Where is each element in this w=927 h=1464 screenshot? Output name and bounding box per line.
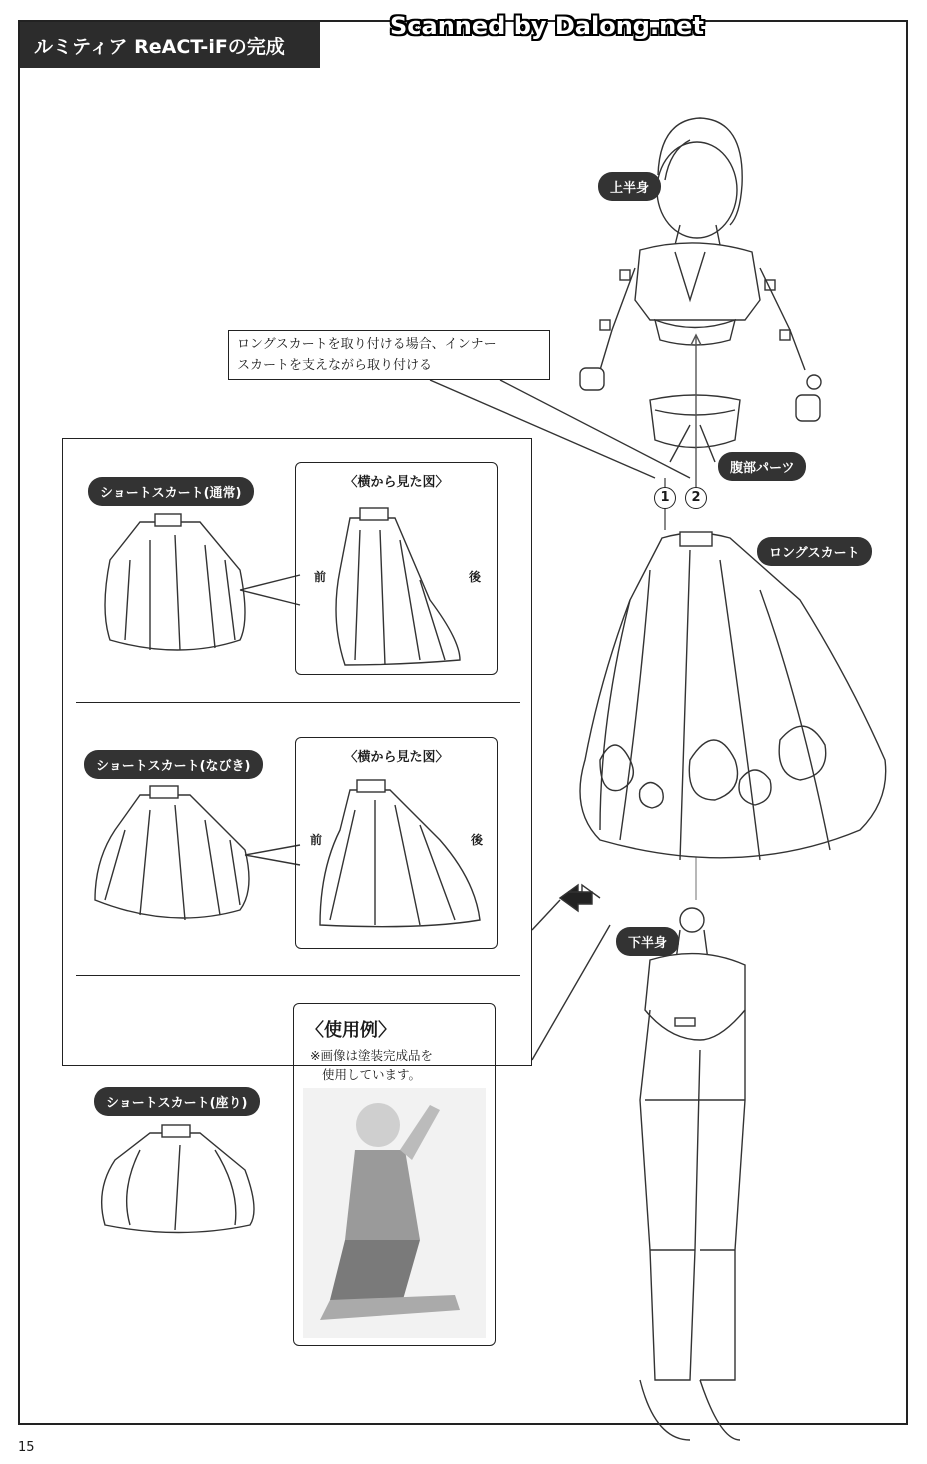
option-divider-1 — [76, 702, 520, 703]
note-line-2: 使用しています。 — [322, 1067, 422, 1082]
callout-line-2: スカートを支えながら取り付ける — [237, 358, 433, 373]
option-divider-2 — [76, 975, 520, 976]
label-short-skirt-sitting: ショートスカート(座り) — [94, 1087, 260, 1116]
side-view-title: 〈横から見た図〉 — [344, 475, 449, 490]
front-label: 前 — [314, 570, 327, 584]
assembly-note-callout — [228, 330, 550, 380]
front-label: 前 — [310, 833, 323, 847]
lower-body-figure — [640, 908, 745, 1440]
usage-example-box — [293, 1003, 496, 1346]
usage-example-title: 〈使用例〉 — [306, 1020, 396, 1041]
note-line-1: ※画像は塗装完成品を — [310, 1048, 433, 1063]
step-number-1: 1 — [654, 487, 676, 509]
short-skirt-sitting-figure — [102, 1125, 254, 1233]
label-lower-body: 下半身 — [616, 927, 679, 956]
label-upper-body: 上半身 — [598, 172, 661, 201]
step-number-2: 2 — [685, 487, 707, 509]
side-view-title: 〈横から見た図〉 — [344, 750, 449, 765]
long-skirt-figure — [580, 532, 886, 860]
label-short-skirt-flowing: ショートスカート(なびき) — [84, 750, 263, 779]
page-number: 15 — [18, 1440, 35, 1455]
usage-example-note — [310, 1046, 433, 1084]
label-abdomen-parts: 腹部パーツ — [718, 452, 806, 481]
swap-arrow-icon — [560, 885, 600, 911]
back-label: 後 — [470, 833, 483, 847]
upper-body-figure — [580, 118, 821, 421]
callout-line-1: ロングスカートを取り付ける場合、インナー — [237, 337, 497, 352]
scan-watermark: Scanned by Dalong.net — [390, 12, 704, 40]
label-long-skirt: ロングスカート — [757, 537, 872, 566]
back-label: 後 — [468, 570, 481, 584]
side-view-normal-inset — [295, 462, 498, 675]
page-title: ルミティア ReACT-iFの完成 — [20, 22, 320, 68]
label-short-skirt-normal: ショートスカート(通常) — [88, 477, 254, 506]
side-view-flowing-inset — [295, 737, 498, 949]
